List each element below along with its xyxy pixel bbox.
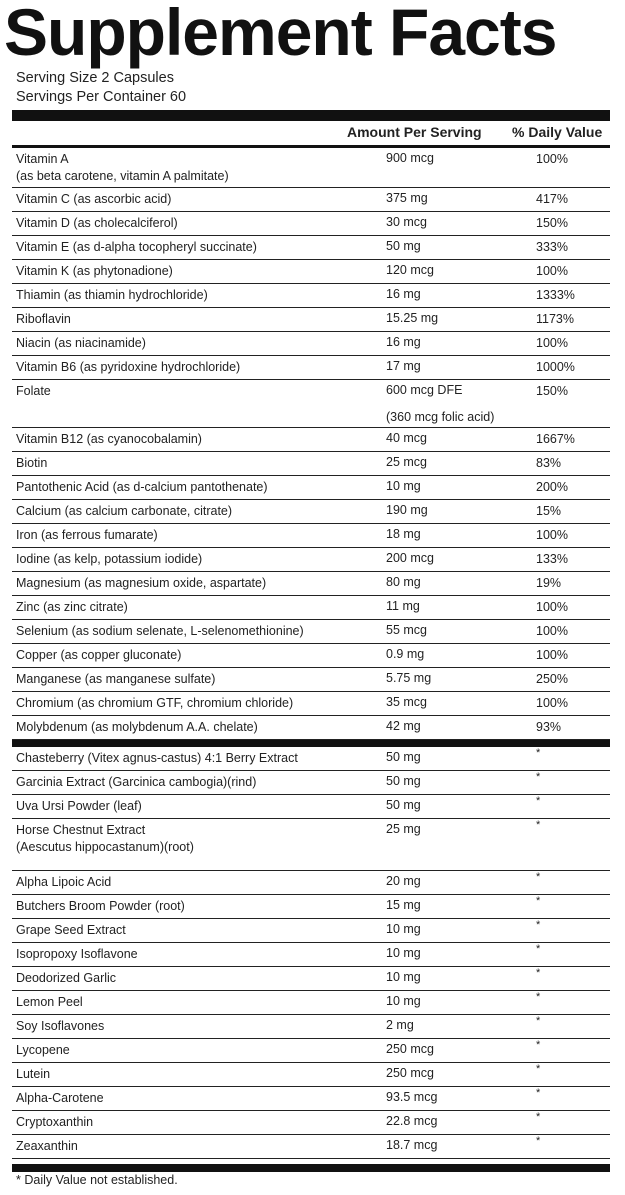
daily-value: 100% — [536, 528, 568, 542]
vitamin-row — [12, 644, 610, 668]
vitamin-row — [12, 380, 610, 428]
ingredient-name — [16, 1114, 378, 1131]
servings-per-container: Servings Per Container 60 — [16, 89, 187, 105]
ingredient-name — [16, 798, 378, 815]
ingredient-name-text: Calcium (as calcium carbonate, citrate) — [16, 504, 233, 518]
ingredient-row — [12, 771, 610, 795]
amount-per-serving — [386, 478, 516, 495]
daily-value: 1333% — [536, 288, 575, 302]
ingredient-name — [16, 922, 378, 939]
amount-value: 10 mg — [386, 970, 421, 984]
ingredient-name — [16, 151, 378, 185]
ingredient-name — [16, 898, 378, 915]
ingredient-name-text: Vitamin K (as phytonadione) — [16, 264, 173, 278]
amount-per-serving — [386, 334, 516, 351]
ingredient-name — [16, 263, 378, 280]
amount-per-serving — [386, 214, 516, 231]
ingredient-name-text: Magnesium (as magnesium oxide, aspartate) — [16, 576, 267, 590]
daily-value: 93% — [536, 720, 562, 734]
ingredient-name-text: Alpha Lipoic Acid — [16, 875, 112, 889]
vitamin-row — [12, 332, 610, 356]
ingredient-name-text: Vitamin C (as ascorbic acid) — [16, 192, 172, 206]
amount-per-serving — [386, 1065, 516, 1082]
daily-value: 100% — [536, 624, 568, 638]
daily-value: * — [536, 747, 541, 759]
amount-value: 22.8 mcg — [386, 1114, 438, 1128]
ingredient-name — [16, 287, 378, 304]
ingredient-name — [16, 575, 378, 592]
ingredient-name — [16, 599, 378, 616]
daily-value: 200% — [536, 480, 568, 494]
amount-value: 120 mcg — [386, 263, 434, 277]
amount-value: 55 mcg — [386, 623, 427, 637]
amount-value: 35 mcg — [386, 695, 427, 709]
amount-value: 40 mcg — [386, 431, 427, 445]
ingredient-row — [12, 1135, 610, 1159]
amount-per-serving — [386, 382, 516, 426]
vitamin-row — [12, 148, 610, 188]
amount-value: 25 mcg — [386, 455, 427, 469]
daily-value: * — [536, 771, 541, 783]
ingredient-name-text: Molybdenum (as molybdenum A.A. chelate) — [16, 720, 258, 734]
daily-value: 100% — [536, 152, 568, 166]
ingredient-name-text: Lemon Peel — [16, 995, 83, 1009]
ingredient-name-text: Cryptoxanthin — [16, 1115, 94, 1129]
amount-per-serving — [386, 430, 516, 447]
ingredient-name-text: Lycopene — [16, 1043, 70, 1057]
ingredient-name-text: Horse Chestnut Extract — [16, 823, 146, 837]
ingredient-name — [16, 551, 378, 568]
daily-value: * — [536, 1039, 541, 1051]
ingredient-row — [12, 943, 610, 967]
vitamin-row — [12, 236, 610, 260]
amount-per-serving — [386, 238, 516, 255]
daily-value: * — [536, 1111, 541, 1123]
amount-per-serving — [386, 1137, 516, 1154]
daily-value: 1000% — [536, 360, 575, 374]
amount-per-serving — [386, 550, 516, 567]
amount-per-serving — [386, 897, 516, 914]
amount-value: 10 mg — [386, 946, 421, 960]
amount-value: 50 mg — [386, 239, 421, 253]
ingredient-row — [12, 919, 610, 943]
ingredient-row — [12, 967, 610, 991]
ingredient-name — [16, 719, 378, 736]
ingredient-name-text: Niacin (as niacinamide) — [16, 336, 146, 350]
ingredient-name — [16, 527, 378, 544]
daily-value: 100% — [536, 336, 568, 350]
ingredient-name-text: Vitamin B12 (as cyanocobalamin) — [16, 432, 202, 446]
amount-per-serving — [386, 993, 516, 1010]
daily-value: 15% — [536, 504, 562, 518]
vitamin-row — [12, 620, 610, 644]
ingredient-name — [16, 383, 378, 400]
amount-per-serving — [386, 190, 516, 207]
ingredient-name — [16, 946, 378, 963]
amount-per-serving — [386, 694, 516, 711]
daily-value: * — [536, 1087, 541, 1099]
amount-value: 375 mg — [386, 191, 428, 205]
ingredient-name — [16, 1042, 378, 1059]
amount-value: 30 mcg — [386, 215, 427, 229]
ingredient-name — [16, 623, 378, 640]
daily-value: * — [536, 795, 541, 807]
vitamin-row — [12, 692, 610, 716]
vitamin-row — [12, 428, 610, 452]
ingredient-name-text: Manganese (as manganese sulfate) — [16, 672, 216, 686]
vitamin-row — [12, 548, 610, 572]
ingredient-name — [16, 647, 378, 664]
vitamin-row — [12, 212, 610, 236]
vitamin-row — [12, 308, 610, 332]
ingredient-row — [12, 1039, 610, 1063]
amount-value: 16 mg — [386, 335, 421, 349]
vitamin-row — [12, 668, 610, 692]
ingredient-name-text: Alpha-Carotene — [16, 1091, 104, 1105]
ingredient-name-text: Folate — [16, 384, 51, 398]
amount-value: 190 mg — [386, 503, 428, 517]
vitamin-row — [12, 572, 610, 596]
footnote: * Daily Value not established. — [16, 1173, 178, 1187]
ingredient-name-text: Isopropoxy Isoflavone — [16, 947, 138, 961]
amount-value: 18.7 mcg — [386, 1138, 438, 1152]
daily-value: 83% — [536, 456, 562, 470]
ingredient-row — [12, 1063, 610, 1087]
vitamin-row — [12, 356, 610, 380]
amount-per-serving — [386, 286, 516, 303]
ingredient-name — [16, 671, 378, 688]
amount-per-serving — [386, 670, 516, 687]
amount-value: 10 mg — [386, 479, 421, 493]
ingredient-name — [16, 994, 378, 1011]
amount-value: 17 mg — [386, 359, 421, 373]
amount-value: 25 mg — [386, 822, 421, 836]
ingredient-name — [16, 215, 378, 232]
amount-per-serving — [386, 574, 516, 591]
ingredient-row — [12, 1015, 610, 1039]
amount-per-serving — [386, 945, 516, 962]
amount-per-serving — [386, 526, 516, 543]
ingredient-name — [16, 774, 378, 791]
daily-value: 100% — [536, 648, 568, 662]
ingredient-row — [12, 1087, 610, 1111]
amount-per-serving — [386, 821, 516, 838]
vitamin-row — [12, 716, 610, 740]
amount-value: 93.5 mcg — [386, 1090, 438, 1104]
amount-value: 15.25 mg — [386, 311, 439, 325]
amount-value: 80 mg — [386, 575, 421, 589]
ingredient-name-text: Riboflavin — [16, 312, 71, 326]
amount-per-serving — [386, 1017, 516, 1034]
daily-value: 100% — [536, 600, 568, 614]
daily-value: * — [536, 895, 541, 907]
amount-value: 0.9 mg — [386, 647, 425, 661]
amount-per-serving — [386, 454, 516, 471]
amount-per-serving — [386, 646, 516, 663]
daily-value: 150% — [536, 384, 568, 398]
ingredient-name — [16, 335, 378, 352]
ingredient-row — [12, 795, 610, 819]
ingredient-name-text: Soy Isoflavones — [16, 1019, 105, 1033]
daily-value: 250% — [536, 672, 568, 686]
amount-header: Amount Per Serving — [347, 124, 482, 140]
ingredient-name — [16, 1138, 378, 1155]
ingredient-name — [16, 1066, 378, 1083]
daily-value: 100% — [536, 264, 568, 278]
ingredient-name — [16, 431, 378, 448]
amount-value: 20 mg — [386, 874, 421, 888]
amount-value: 250 mcg — [386, 1066, 434, 1080]
serving-size: Serving Size 2 Capsules — [16, 70, 174, 86]
ingredient-name-text: Selenium (as sodium selenate, L-selenomethionine) — [16, 624, 304, 638]
daily-value: * — [536, 871, 541, 883]
daily-value-header: % Daily Value — [512, 124, 603, 140]
ingredient-name — [16, 970, 378, 987]
ingredient-row — [12, 895, 610, 919]
amount-value: 11 mg — [386, 599, 420, 613]
amount-per-serving — [386, 622, 516, 639]
amount-per-serving — [386, 598, 516, 615]
label-title: Supplement Facts — [4, 0, 557, 69]
amount-per-serving — [386, 749, 516, 766]
vitamin-row — [12, 284, 610, 308]
amount-per-serving — [386, 873, 516, 890]
ingredient-name-text: Pantothenic Acid (as d-calcium pantothenate) — [16, 480, 268, 494]
amount-per-serving — [386, 310, 516, 327]
ingredient-name-text: Chasteberry (Vitex agnus-castus) 4:1 Berry Extract — [16, 751, 298, 765]
amount-per-serving — [386, 773, 516, 790]
amount-value: 10 mg — [386, 922, 421, 936]
daily-value: * — [536, 919, 541, 931]
vitamin-row — [12, 452, 610, 476]
ingredient-name — [16, 359, 378, 376]
nutrient-table — [12, 148, 610, 1159]
amount-per-serving — [386, 1041, 516, 1058]
ingredient-name — [16, 750, 378, 767]
ingredient-name-text: Butchers Broom Powder (root) — [16, 899, 185, 913]
ingredient-name — [16, 455, 378, 472]
amount-per-serving — [386, 502, 516, 519]
ingredient-name-text: Chromium (as chromium GTF, chromium chloride) — [16, 696, 294, 710]
ingredient-row — [12, 819, 610, 871]
ingredient-name — [16, 1018, 378, 1035]
ingredient-name — [16, 822, 378, 856]
ingredient-name-text: Lutein — [16, 1067, 51, 1081]
amount-value: 50 mg — [386, 798, 421, 812]
ingredient-name-text: Iron (as ferrous fumarate) — [16, 528, 158, 542]
daily-value: * — [536, 819, 541, 831]
ingredient-name — [16, 1090, 378, 1107]
amount-per-serving — [386, 718, 516, 735]
ingredient-name-text: Garcinia Extract (Garcinica cambogia)(rind) — [16, 775, 257, 789]
ingredient-row — [12, 871, 610, 895]
amount-value: 5.75 mg — [386, 671, 432, 685]
amount-value: 250 mcg — [386, 1042, 434, 1056]
ingredient-name-text: Vitamin B6 (as pyridoxine hydrochloride) — [16, 360, 241, 374]
ingredient-row — [12, 747, 610, 771]
vitamin-row — [12, 260, 610, 284]
vitamin-row — [12, 476, 610, 500]
amount-value: 200 mcg — [386, 551, 434, 565]
ingredient-name-text: Vitamin D (as cholecalciferol) — [16, 216, 178, 230]
ingredient-name-text: Thiamin (as thiamin hydrochloride) — [16, 288, 208, 302]
amount-per-serving — [386, 262, 516, 279]
amount-value: 600 mcg DFE — [386, 383, 463, 397]
vitamin-row — [12, 188, 610, 212]
daily-value: * — [536, 991, 541, 1003]
ingredient-source: (as beta carotene, vitamin A palmitate) — [16, 169, 229, 183]
daily-value: * — [536, 1063, 541, 1075]
ingredient-row — [12, 991, 610, 1015]
ingredient-name — [16, 479, 378, 496]
amount-per-serving — [386, 969, 516, 986]
ingredient-name-text: Uva Ursi Powder (leaf) — [16, 799, 142, 813]
amount-per-serving — [386, 358, 516, 375]
ingredient-name-text: Grape Seed Extract — [16, 923, 126, 937]
ingredient-name-text: Deodorized Garlic — [16, 971, 117, 985]
ingredient-row — [12, 1111, 610, 1135]
daily-value: * — [536, 967, 541, 979]
vitamin-row — [12, 524, 610, 548]
amount-per-serving — [386, 921, 516, 938]
ingredient-name-text: Vitamin A — [16, 152, 69, 166]
daily-value: * — [536, 1135, 541, 1147]
section-divider — [12, 739, 610, 747]
vitamin-row — [12, 596, 610, 620]
amount-per-serving — [386, 797, 516, 814]
ingredient-name — [16, 239, 378, 256]
ingredient-name — [16, 874, 378, 891]
ingredient-name — [16, 695, 378, 712]
amount-value: 900 mcg — [386, 151, 434, 165]
ingredient-name-text: Copper (as copper gluconate) — [16, 648, 182, 662]
daily-value: 417% — [536, 192, 568, 206]
amount-value: 50 mg — [386, 774, 421, 788]
ingredient-name-text: Iodine (as kelp, potassium iodide) — [16, 552, 203, 566]
daily-value: 333% — [536, 240, 568, 254]
amount-value: 10 mg — [386, 994, 421, 1008]
amount-value: 50 mg — [386, 750, 421, 764]
daily-value: * — [536, 1015, 541, 1027]
vitamin-row — [12, 500, 610, 524]
daily-value: 1173% — [536, 312, 574, 326]
daily-value: 100% — [536, 696, 568, 710]
ingredient-name — [16, 503, 378, 520]
bottom-divider — [12, 1164, 610, 1172]
ingredient-source: (Aescutus hippocastanum)(root) — [16, 840, 194, 854]
ingredient-name-text: Zinc (as zinc citrate) — [16, 600, 128, 614]
daily-value: * — [536, 943, 541, 955]
ingredient-name-text: Biotin — [16, 456, 48, 470]
amount-value: 42 mg — [386, 719, 421, 733]
ingredient-name — [16, 311, 378, 328]
amount-value: 2 mg — [386, 1018, 414, 1032]
amount-per-serving — [386, 1113, 516, 1130]
amount-value: 16 mg — [386, 287, 421, 301]
ingredient-name-text: Vitamin E (as d-alpha tocopheryl succinate) — [16, 240, 257, 254]
amount-per-serving — [386, 1089, 516, 1106]
daily-value: 19% — [536, 576, 562, 590]
ingredient-name — [16, 191, 378, 208]
amount-note: (360 mcg folic acid) — [386, 410, 495, 424]
amount-value: 15 mg — [386, 898, 421, 912]
ingredient-name-text: Zeaxanthin — [16, 1139, 78, 1153]
amount-value: 18 mg — [386, 527, 421, 541]
daily-value: 1667% — [536, 432, 575, 446]
thick-divider — [12, 110, 610, 121]
daily-value: 133% — [536, 552, 568, 566]
amount-per-serving — [386, 150, 516, 167]
daily-value: 150% — [536, 216, 568, 230]
